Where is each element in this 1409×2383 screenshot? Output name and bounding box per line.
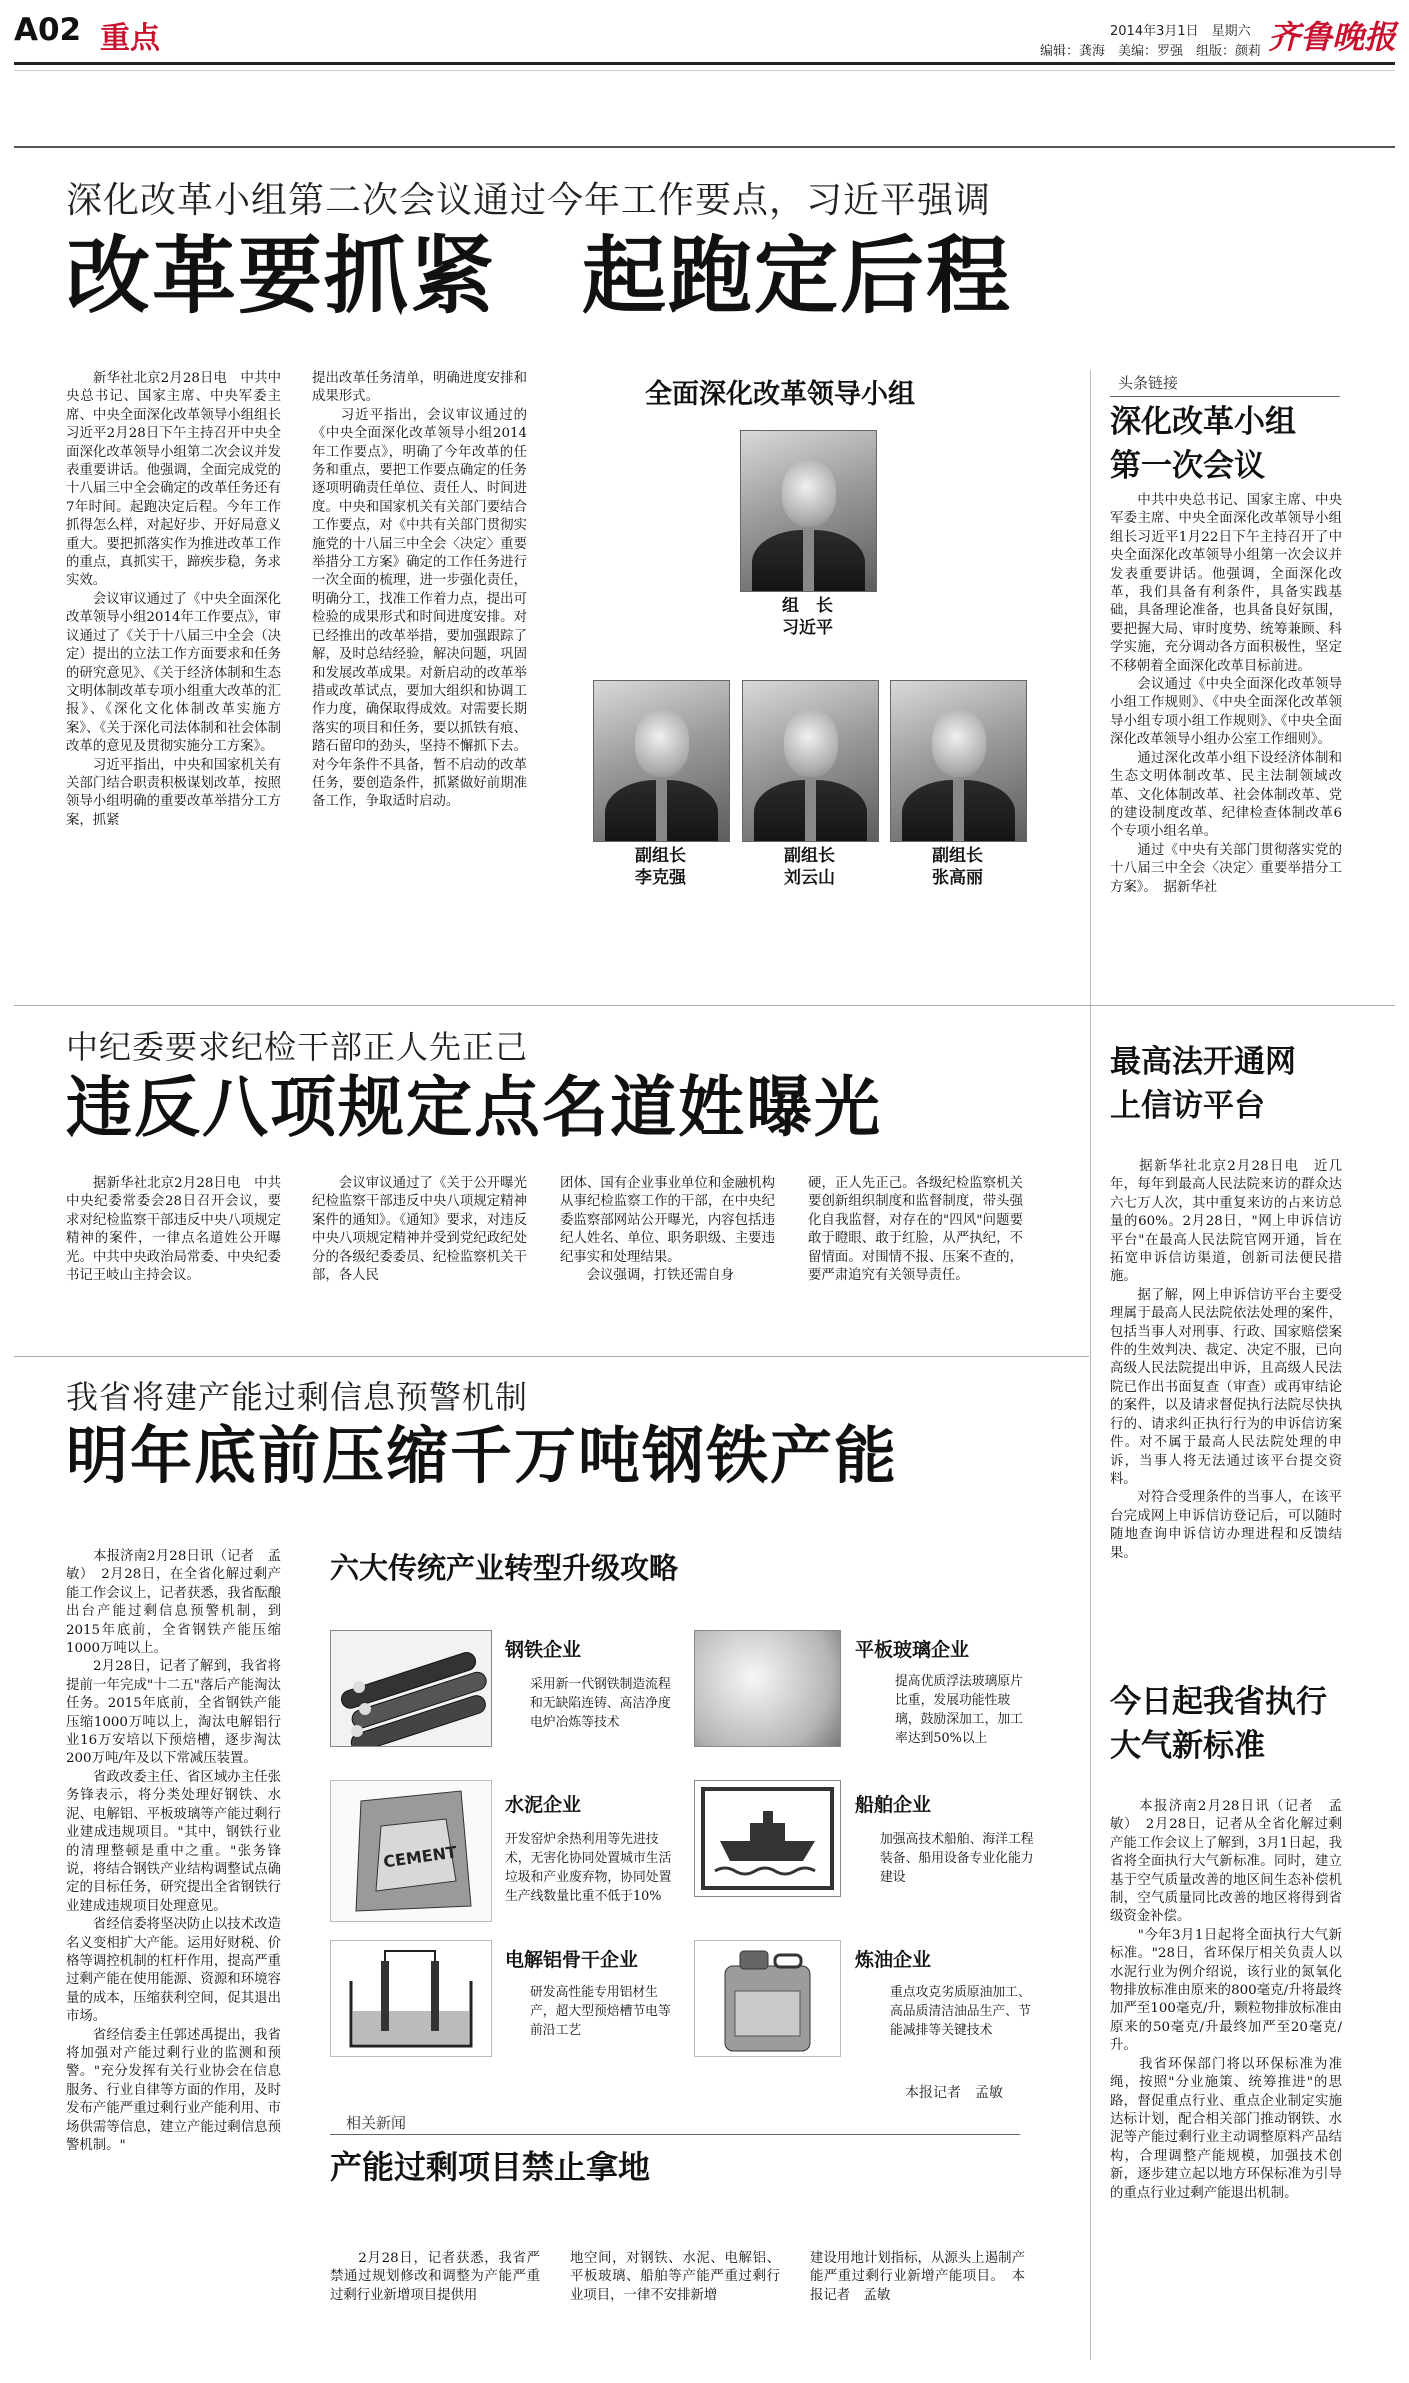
- industry-aluminium-text: 研发高性能专用铝材生产，超大型预焙槽节电等前沿工艺: [530, 1985, 671, 2038]
- sidebar1-headline: 深化改革小组第一次会议: [1110, 404, 1296, 484]
- electrolysis-cell-icon: [330, 1940, 492, 2057]
- related-news-col1: 2月28日，记者获悉，我省严禁通过规划修改和调整为产能严重过剩行业新增项目提供用: [330, 2251, 540, 2303]
- deputy-role-2: 副组长: [784, 846, 835, 866]
- page-number: A02: [14, 12, 82, 48]
- leader-role: 组 长: [782, 596, 833, 616]
- lead-headline: 改革要抓紧 起跑定后程: [66, 227, 1013, 325]
- sidebar2-body: 据新华社北京2月28日电 近几年，每年到最高人民法院来访的群众达六七万人次，其中重复来访的占来访总量的60%。2月28日，"网上申诉信访平台"在最高人民法院官网开通，旨在拓宽申诉信访渠道，创新司法便民措施。 据了解，网上申诉信访平台主要受理属于最高人民法院依法处理的案件，包括当事人对刑事、行政、国家赔偿案件的生效判决、裁定、决定不服，已向高级人民法院提出申诉，且高级人民法院已作出书面复查（审查）或再审结论的案件，以及请求督促执行法院尽快执行的、请求纠正执行行为的申诉信访案件。对不属于最高人民法院处理的申诉，当事人将无法通过该平台提交资料。 对符合受理条件的当事人，在该平台完成网上申诉信访登记后，可以随时随地查询申诉信访办理进程和反馈结果。: [1110, 1159, 1342, 1561]
- lead-kicker: 深化改革小组第二次会议通过今年工作要点，习近平强调: [66, 180, 992, 221]
- lead-col1: 新华社北京2月28日电 中共中央总书记、国家主席、中央军委主席、中央全面深化改革领导小组组长习近平2月28日下午主持召开中央全面深化改革领导小组第二次会议并发表重要讲话。他强调，全面完成党的十八届三中全会确定的改革任务还有7年时间。起跑决定后程。今年工作抓得怎么样，对起好步、开好局意义重大。要把抓落实作为推进改革工作的重点，真抓实干，蹄疾步稳，务求实效。 会议审议通过了《中央全面深化改革领导小组2014年工作要点》，审议通过了《关于十八届三中全会（决定）提出的立法工作方面要求和任务的研究意见》、《关于经济体制和生态文明体制改革专项小组重大改革的汇报》、《深化文化体制改革实施方案》、《关于深化司法体制和社会体制改革的意见及贯彻实施分工方案》。 习近平指出，中央和国家机关有关部门结合职责积极谋划改革，按照领导小组明确的重要改革举措分工方案，抓紧: [66, 371, 281, 828]
- masthead-rule: [14, 62, 1395, 65]
- sidebar1-tag-label: 头条链接: [1118, 374, 1179, 392]
- staff-line: 编辑：龚海 美编：罗强 组版：颜莉: [1040, 44, 1262, 59]
- leader-caption: [740, 595, 875, 639]
- story2-headline: 违反八项规定点名道姓曝光: [66, 1069, 882, 1146]
- industry-refining-text: 重点攻克劣质原油加工、高品质清洁油品生产、节能减排等关键技术: [890, 1985, 1031, 2038]
- deputy-portrait-2: [742, 680, 879, 842]
- deputy-name-3: 张高丽: [932, 868, 983, 888]
- sidebar1-tag: [1110, 372, 1340, 397]
- deputy-caption-2: [742, 845, 877, 889]
- infographic-credit: 本报记者 孟敏: [905, 2085, 1003, 2101]
- deputy-role-1: 副组长: [635, 846, 686, 866]
- leader-portrait: [740, 430, 877, 592]
- sidebar-divider: [1090, 370, 1091, 2360]
- leadership-group-title: 全面深化改革领导小组: [645, 379, 915, 410]
- top-story-rule: [14, 146, 1395, 148]
- related-news-tag: [330, 2112, 1020, 2135]
- glass-pane-icon: [694, 1630, 841, 1747]
- deputy-caption-1: [593, 845, 728, 889]
- story3-headline: 明年底前压缩千万吨钢铁产能: [66, 1419, 899, 1492]
- industry-ship-text: 加强高技术船舶、海洋工程装备、船用设备专业化能力建设: [880, 1832, 1034, 1885]
- deputy-role-3: 副组长: [932, 846, 983, 866]
- story2-col3: 团体、国有企业事业单位和金融机构从事纪检监察工作的干部，在中央纪委监察部网站公开曝光，内容包括违纪人姓名、单位、职务职级、主要违纪事实和处理结果。 会议强调，打铁还需自身: [560, 1176, 775, 1284]
- industry-glass-text: 提高优质浮法玻璃原片比重，发展功能性玻璃，鼓励深加工，加工率达到50%以上: [895, 1674, 1023, 1746]
- sidebar3-headline: 今日起我省执行大气新标准: [1110, 1684, 1327, 1764]
- related-news-col3: 建设用地计划指标，从源头上遏制产能严重过剩行业新增产能项目。 本报记者 孟敏: [810, 2251, 1025, 2303]
- cement-bag-icon: [330, 1780, 492, 1922]
- industry-steel-text: 采用新一代钢铁制造流程和无缺陷连铸、高洁净度电炉冶炼等技术: [530, 1677, 671, 1730]
- newspaper-logo: 齐鲁晚报: [1268, 18, 1397, 56]
- industry-refining-name: 炼油企业: [855, 1949, 932, 1971]
- industry-aluminium-name: 电解铝骨干企业: [505, 1949, 639, 1971]
- deputy-caption-3: [890, 845, 1025, 889]
- story2-col4: 硬，正人先正己。各级纪检监察机关要创新组织制度和监督制度，带头强化自我监督，对存在的"四风"问题要敢于瞪眼、敢于红脸，从严执纪，不留情面。对围情不报、压案不查的，要严肃追究有关领导责任。: [808, 1176, 1023, 1284]
- cement-bag-label: CEMENT: [382, 1842, 458, 1872]
- related-news-col2: 地空间，对钢铁、水泥、电解铝、平板玻璃、船舶等产能严重过剩行业项目，一律不安排新增: [570, 2251, 780, 2303]
- story2-bottom-rule: [14, 1356, 1089, 1357]
- industry-cement-text: 开发窑炉余热利用等先进技术，无害化协同处置城市生活垃圾和产业废弃物，协同处置生产线数量比重不低于10%: [505, 1832, 672, 1904]
- industry-ship-name: 船舶企业: [855, 1794, 932, 1816]
- leader-name: 习近平: [782, 618, 833, 638]
- story3-kicker: 我省将建产能过剩信息预警机制: [66, 1378, 529, 1416]
- story2-kicker: 中纪委要求纪检干部正人先正己: [66, 1028, 529, 1066]
- deputy-portrait-1: [593, 680, 730, 842]
- steel-pipes-icon: [330, 1630, 492, 1747]
- story2-col2: 会议审议通过了《关于公开曝光纪检监察干部违反中央八项规定精神案件的通知》。《通知》要求，对违反中央八项规定精神并受到党纪政纪处分的各级纪委委员、纪检监察机关干部，各人民: [312, 1176, 527, 1284]
- deputy-name-2: 刘云山: [784, 868, 835, 888]
- story2-col1: 据新华社北京2月28日电 中共中央纪委常委会28日召开会议，要求对纪检监察干部违反中央八项规定精神的案件，一律点名道姓公开曝光。中共中央政治局常委、中央纪委书记王岐山主持会议。: [66, 1176, 281, 1284]
- industry-glass-name: 平板玻璃企业: [855, 1639, 970, 1661]
- ship-icon: [694, 1780, 841, 1897]
- deputy-name-1: 李克强: [635, 868, 686, 888]
- masthead-thin-rule: [14, 70, 1395, 71]
- related-news-headline: 产能过剩项目禁止拿地: [330, 2148, 651, 2186]
- lead-bottom-rule: [14, 1005, 1395, 1006]
- industry-steel-name: 钢铁企业: [505, 1639, 582, 1661]
- oil-canister-icon: [694, 1940, 841, 2057]
- section-name: 重点: [100, 21, 160, 56]
- story3-col1: 本报济南2月28日讯（记者 孟敏） 2月28日，在全省化解过剩产能工作会议上，记者获悉，我省酝酿出台产能过剩信息预警机制，到2015年底前，全省钢铁产能压缩1000万吨以上。 2月28日，记者了解到，我省将提前一年完成"十二五"落后产能淘汰任务。2015年底前，全省钢铁产能压缩1000万吨以上，淘汰电解铝行业16万安培以下预焙槽，逐步淘汰200万吨/年及以下常减压装置。 省政改委主任、省区域办主任张务锋表示，将分类处理好钢铁、水泥、电解铝、平板玻璃等产能过剩行业建成违规项目。"其中，钢铁行业的清理整顿是重中之重。"张务锋说，将结合钢铁产业结构调整试点确定的目标任务，研究提出全省钢铁行业建成违规项目处理意见。 省经信委将坚决防止以技术改造名义变相扩大产能。运用好财税、价格等调控机制的杠杆作用，提高严重过剩产能在使用能源、资源和环境容量的成本，压缩获利空间，促其退出市场。 省经信委主任郭述禹提出，我省将加强对产能过剩行业的监测和预警。"充分发挥有关行业协会在信息服务、行业自律等方面的作用，及时发布产能严重过剩行业产能利用、市场供需等信息，建立产能过剩信息预警机制。": [66, 1549, 281, 2153]
- lead-col2: 提出改革任务清单，明确进度安排和成果形式。 习近平指出，会议审议通过的《中央全面深化改革领导小组2014年工作要点》，明确了今年改革的任务和重点，要把工作要点确定的任务逐项明确责任单位、责任人、时间进度。中央和国家机关有关部门要结合工作要点，对《中共有关部门贯彻实施党的十八届三中全会〈决定〉重要举措分工方案》确定的工作任务进行一次全面的梳理，进一步强化责任，明确分工，找准工作着力点，提出可检验的成果形式和时间进度安排。对已经推出的改革举措，要加强跟踪了解，及时总结经验，解决问题，巩固和发展改革成果。对新启动的改革举措或改革试点，要加大组织和协调工作力度，确保取得成效。对需要长期落实的项目和任务，要以抓铁有痕、踏石留印的劲头，坚持不懈抓下去。对今年条件不具备，暂不启动的改革任务，要创造条件，抓紧做好前期准备工作，争取适时启动。: [312, 371, 527, 810]
- infographic-title: 六大传统产业转型升级攻略: [330, 1551, 679, 1585]
- industry-cement-name: 水泥企业: [505, 1794, 582, 1816]
- date-line: 2014年3月1日 星期六: [1110, 24, 1251, 39]
- sidebar3-body: 本报济南2月28日讯（记者 孟敏） 2月28日，记者从全省化解过剩产能工作会议上了解到，3月1日起，我省将全面执行大气新标准。同时，建立基于空气质量改善的地区间生态补偿机制，空气质量同比改善的地区将得到省级资金补偿。 "今年3月1日起将全面执行大气新标准。"28日，省环保厅相关负责人以水泥行业为例介绍说，该行业的氮氧化物排放标准由原来的800毫克/升将最终加严至100毫克/升，颗粒物排放标准由原来的50毫克/升最终加严至20毫克/升。 我省环保部门将以环保标准为准绳，按照"分业施策、统筹推进"的思路，督促重点行业、重点企业制定实施达标计划，配合相关部门推动钢铁、水泥等产能过剩行业主动调整原料产品结构，合理调整产能规模，加强技术创新，逐步建立起以地方环保标准为引导的重点行业过剩产能退出机制。: [1110, 1799, 1342, 2201]
- related-news-tag-label: 相关新闻: [346, 2114, 407, 2132]
- sidebar2-headline: 最高法开通网上信访平台: [1110, 1044, 1296, 1124]
- sidebar1-body: 中共中央总书记、国家主席、中央军委主席、中央全面深化改革领导小组组长习近平1月22日下午主持召开了中央全面深化改革领导小组第一次会议并发表重要讲话。他强调，全面深化改革，我们具备有利条件，具备实践基础，具备理论准备，也具备良好氛围，要把握大局、审时度势、统筹兼顾、科学实施，充分调动各方面积极性，坚定不移朝着全面深化改革目标前进。 会议通过《中央全面深化改革领导小组工作规则》、《中央全面深化改革领导小组专项小组工作规则》、《中央全面深化改革领导小组办公室工作细则》。 通过深化改革小组下设经济体制和生态文明体制改革、民主法制领域改革、文化体制改革、社会体制改革、党的建设制度改革、纪律检查体制改革6个专项小组名单。 通过《中央有关部门贯彻落实党的十八届三中全会〈决定〉重要举措分工方案》。 据新华社: [1110, 493, 1342, 895]
- deputy-portrait-3: [890, 680, 1027, 842]
